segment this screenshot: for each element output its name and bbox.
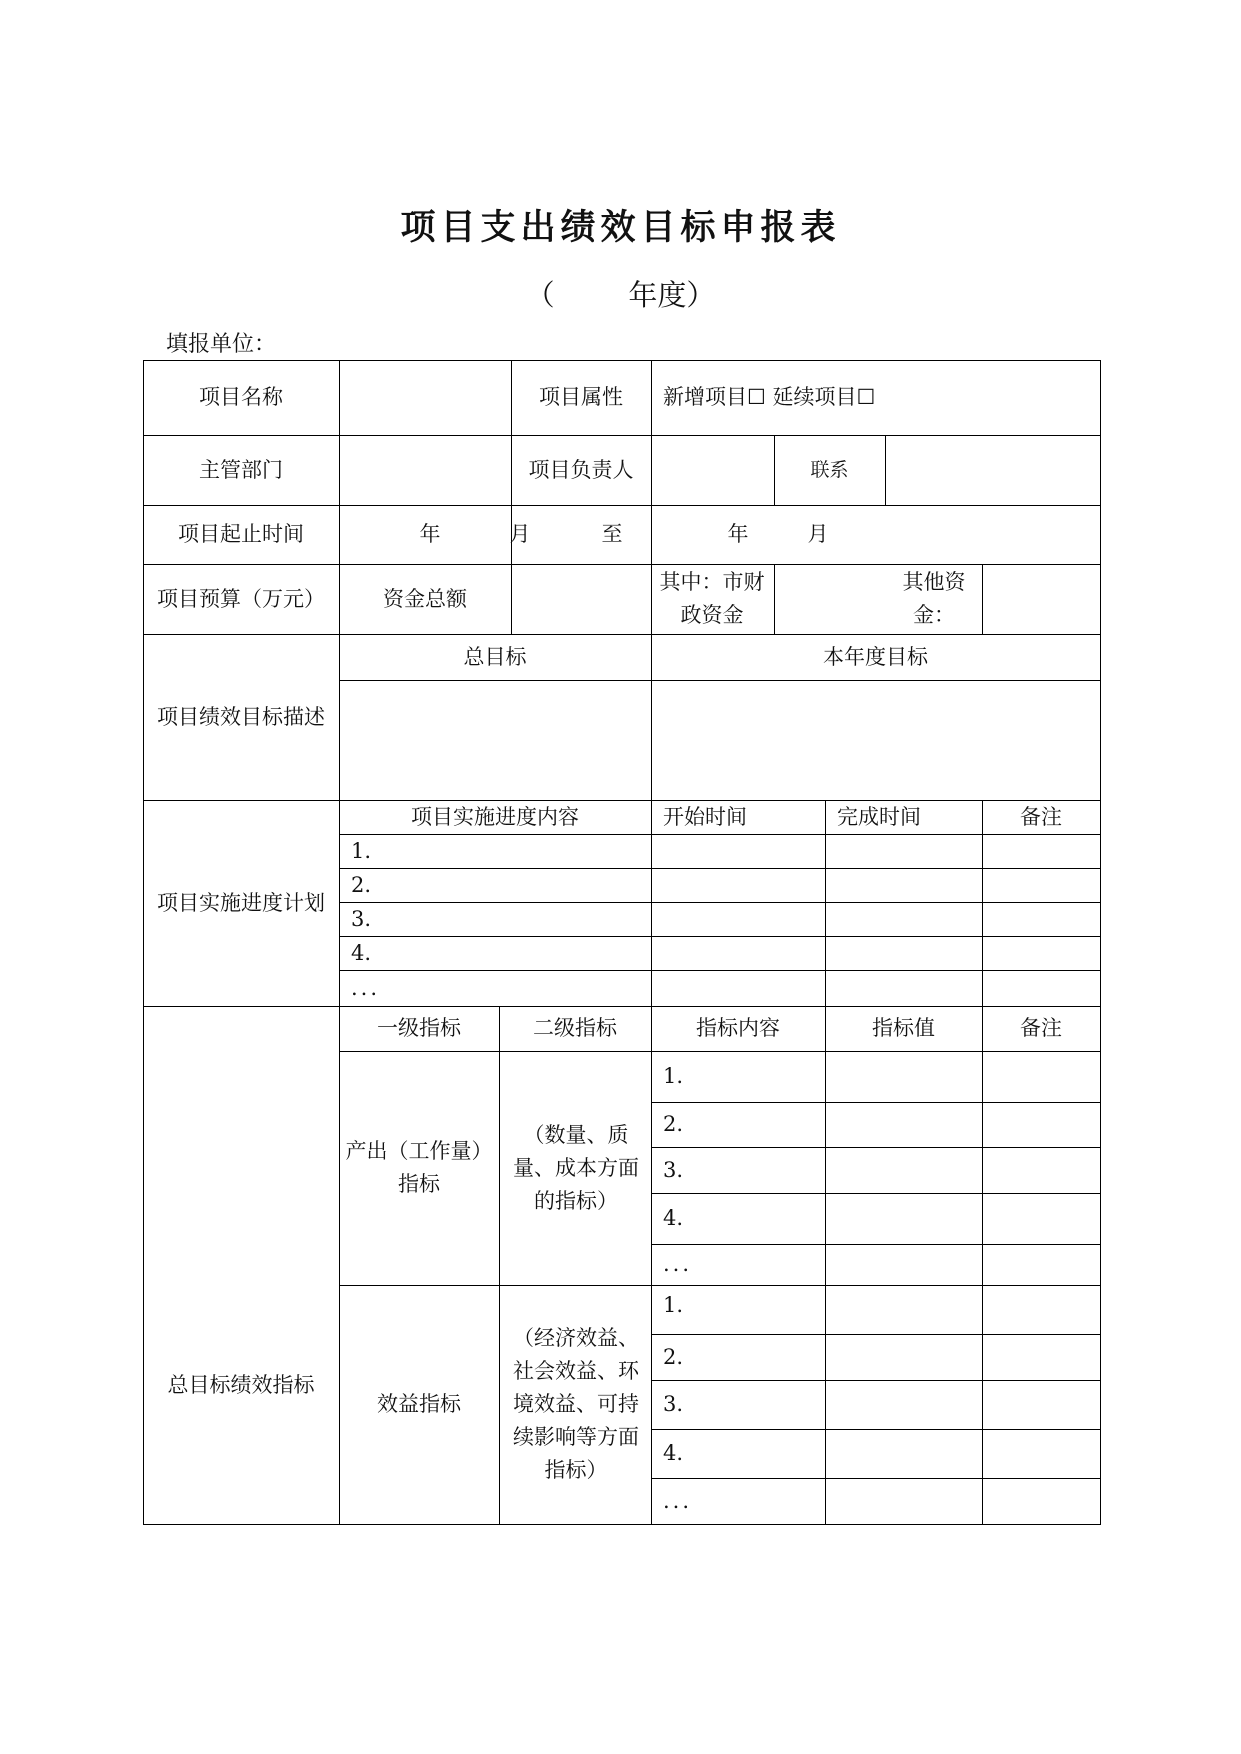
indicators-label: 总目标绩效指标: [167, 1372, 315, 1397]
contact-label: 联系: [810, 458, 849, 481]
output-row-label: 1.: [663, 1064, 684, 1088]
contact-field[interactable]: [885, 435, 1100, 505]
table-line: [143, 1524, 1101, 1525]
table-line: [825, 800, 826, 1525]
schedule-row-label: 3.: [351, 906, 372, 931]
benefit-indicator-description: （经济效益、社会效益、环境效益、可持续影响等方面指标）: [513, 1326, 639, 1482]
project-period-label: 项目起止时间: [178, 522, 304, 546]
schedule-label: 项目实施进度计划: [157, 890, 325, 915]
project-attribute-label: 项目属性: [539, 385, 623, 409]
end-month-unit: 月: [807, 522, 829, 546]
goal-description-label: 项目绩效目标描述: [157, 704, 325, 729]
schedule-row-label: 4.: [351, 940, 372, 965]
other-fund-field[interactable]: [982, 564, 1100, 634]
output-row-label: ...: [663, 1252, 693, 1276]
schedule-start-header: 开始时间: [663, 804, 747, 829]
project-owner-field[interactable]: [651, 435, 774, 505]
project-owner-label: 项目负责人: [528, 457, 634, 482]
output-indicator-label: 产出（工作量）指标: [345, 1139, 493, 1196]
annual-goal-field[interactable]: [651, 680, 1100, 800]
project-name-label: 项目名称: [199, 385, 283, 409]
total-fund-field[interactable]: [511, 564, 651, 634]
benefit-row-label: 1.: [663, 1293, 684, 1317]
end-year-unit: 年: [727, 522, 749, 546]
output-row-label: 4.: [663, 1206, 684, 1230]
level2-header: 二级指标: [533, 1016, 617, 1040]
department-field[interactable]: [339, 435, 511, 505]
start-year-unit: 年: [419, 522, 441, 546]
period-to: 至: [601, 522, 623, 546]
output-row-label: 2.: [663, 1112, 684, 1136]
schedule-remark-header: 备注: [1020, 804, 1062, 829]
overall-goal-header: 总目标: [463, 644, 527, 669]
report-year: （ 年度）: [525, 278, 716, 312]
total-fund-label: 资金总额: [383, 586, 467, 611]
annual-goal-header: 本年度目标: [823, 644, 928, 669]
budget-label: 项目预算（万元）: [157, 586, 325, 611]
level1-header: 一级指标: [377, 1016, 461, 1040]
schedule-row-label: 1.: [351, 838, 372, 863]
benefit-row-label: 2.: [663, 1344, 684, 1369]
city-fund-label: 其中：市财政资金: [659, 570, 765, 627]
form-title: 项目支出绩效目标申报表: [400, 208, 841, 248]
department-label: 主管部门: [199, 457, 283, 482]
schedule-row-label: ...: [351, 975, 381, 1000]
benefit-row-label: 4.: [663, 1441, 684, 1465]
benefit-indicator-label: 效益指标: [377, 1392, 461, 1416]
project-attribute-options[interactable]: 新增项目☐ 延续项目☐: [663, 385, 876, 409]
indicator-content-header: 指标内容: [696, 1016, 780, 1040]
other-fund-label: 其他资金：: [902, 570, 966, 627]
schedule-end-header: 完成时间: [837, 804, 921, 829]
schedule-content-header: 项目实施进度内容: [411, 804, 579, 829]
indicator-value-header: 指标值: [872, 1016, 935, 1040]
output-indicator-description: （数量、质量、成本方面的指标）: [513, 1122, 639, 1213]
project-name-field[interactable]: [339, 360, 511, 435]
overall-goal-field[interactable]: [339, 680, 651, 800]
benefit-row-label: ...: [663, 1488, 693, 1513]
table-line: [982, 800, 983, 1525]
schedule-row-label: 2.: [351, 872, 372, 897]
start-month-unit: 月: [509, 522, 531, 546]
benefit-row-label: 3.: [663, 1392, 684, 1416]
table-line: [1100, 360, 1101, 1525]
indicator-remark-header: 备注: [1020, 1016, 1062, 1040]
table-line: [499, 1006, 500, 1525]
output-row-label: 3.: [663, 1157, 684, 1182]
city-fund-field[interactable]: [774, 564, 885, 634]
reporting-unit-label: 填报单位：: [166, 332, 277, 357]
